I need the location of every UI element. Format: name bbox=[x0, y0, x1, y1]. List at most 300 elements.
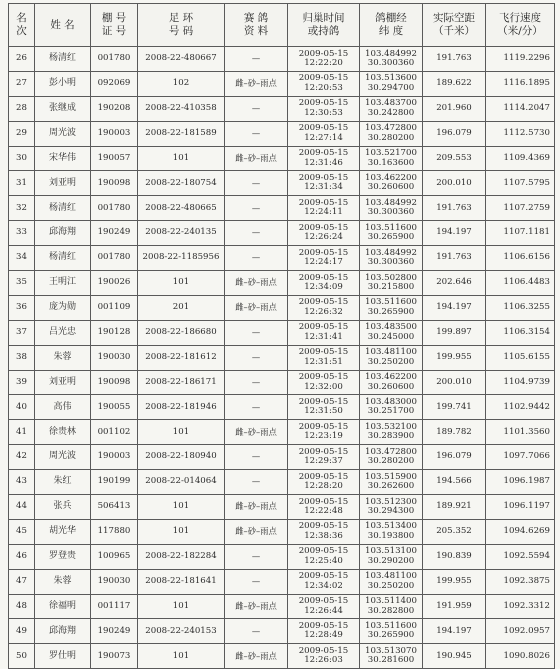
coord-cell bbox=[360, 96, 423, 121]
cage-cell: 001780 bbox=[91, 47, 138, 72]
speed-cell: 1106.6156 bbox=[486, 246, 555, 271]
cage-cell: 001109 bbox=[91, 295, 138, 320]
time-cell bbox=[288, 47, 360, 72]
time-cell bbox=[288, 370, 360, 395]
time-date: 2009-05-15 bbox=[298, 148, 349, 159]
header-speed: 飞行速度 （米/分） bbox=[486, 4, 555, 47]
time-date: 2009-05-15 bbox=[298, 172, 349, 183]
time-cell bbox=[288, 644, 360, 669]
coord-cell bbox=[360, 644, 423, 669]
race-cell: — bbox=[225, 96, 288, 121]
race-cell: — bbox=[225, 445, 288, 470]
name-cell: 周光波 bbox=[35, 121, 91, 146]
ring-cell: 101 bbox=[138, 594, 225, 619]
coord-lon: 103.462200 bbox=[365, 372, 417, 383]
time-date: 2009-05-15 bbox=[298, 446, 349, 457]
coord-lon: 103.483700 bbox=[365, 98, 417, 109]
coord-lat: 30.265900 bbox=[367, 306, 415, 317]
coord-lat: 30.163600 bbox=[367, 157, 415, 168]
time-time: 12:26:44 bbox=[304, 605, 343, 616]
name-cell: 庞为勋 bbox=[35, 295, 91, 320]
time-cell bbox=[288, 196, 360, 221]
time-date: 2009-05-15 bbox=[298, 645, 349, 656]
ring-cell: 201 bbox=[138, 295, 225, 320]
coord-lon: 103.472800 bbox=[365, 446, 417, 457]
cage-cell: 190098 bbox=[91, 370, 138, 395]
ring-cell: 2008-22-180754 bbox=[138, 171, 225, 196]
rank-cell: 46 bbox=[9, 544, 35, 569]
coord-lat: 30.193800 bbox=[367, 530, 415, 541]
table-row bbox=[9, 271, 555, 296]
coord-cell bbox=[360, 370, 423, 395]
time-time: 12:24:17 bbox=[304, 257, 343, 268]
table-row bbox=[9, 445, 555, 470]
coord-lon: 103.462200 bbox=[365, 172, 417, 183]
rank-cell: 33 bbox=[9, 221, 35, 246]
rank-cell: 27 bbox=[9, 71, 35, 96]
name-cell: 杨清红 bbox=[35, 47, 91, 72]
table-row bbox=[9, 594, 555, 619]
time-time: 12:28:49 bbox=[304, 630, 343, 641]
race-cell: 雌–砂–雨点 bbox=[225, 295, 288, 320]
header-race: 赛 鸽 资 料 bbox=[225, 4, 288, 47]
name-cell: 朱蓉 bbox=[35, 569, 91, 594]
distance-cell: 202.646 bbox=[423, 271, 486, 296]
time-date: 2009-05-15 bbox=[298, 421, 349, 432]
speed-cell: 1092.3875 bbox=[486, 569, 555, 594]
table-row bbox=[9, 146, 555, 171]
coord-cell bbox=[360, 594, 423, 619]
rank-cell: 30 bbox=[9, 146, 35, 171]
rank-cell: 38 bbox=[9, 345, 35, 370]
distance-cell: 196.079 bbox=[423, 445, 486, 470]
coord-lon: 103.511600 bbox=[365, 222, 417, 233]
ring-cell: 101 bbox=[138, 420, 225, 445]
ring-cell: 2008-22-240153 bbox=[138, 619, 225, 644]
name-cell: 彭小明 bbox=[35, 71, 91, 96]
name-cell: 张兵 bbox=[35, 495, 91, 520]
ring-cell: 101 bbox=[138, 519, 225, 544]
name-cell: 王明江 bbox=[35, 271, 91, 296]
coord-lat: 30.283900 bbox=[367, 431, 415, 442]
race-cell: 雌–砂–雨点 bbox=[225, 519, 288, 544]
race-cell: 雌–砂–雨点 bbox=[225, 420, 288, 445]
time-cell bbox=[288, 221, 360, 246]
table-row bbox=[9, 221, 555, 246]
coord-lon: 103.521700 bbox=[365, 148, 417, 159]
coord-lat: 30.300360 bbox=[367, 257, 415, 268]
cage-cell: 190030 bbox=[91, 345, 138, 370]
coord-lon: 103.481100 bbox=[365, 571, 417, 582]
header-coord: 鸽棚经 纬 度 bbox=[360, 4, 423, 47]
coord-cell bbox=[360, 619, 423, 644]
cage-cell: 190026 bbox=[91, 271, 138, 296]
race-cell: 雌–砂–雨点 bbox=[225, 495, 288, 520]
speed-cell: 1101.3560 bbox=[486, 420, 555, 445]
coord-cell bbox=[360, 420, 423, 445]
speed-cell: 1090.8026 bbox=[486, 644, 555, 669]
speed-cell: 1114.2047 bbox=[486, 96, 555, 121]
coord-lon: 103.511600 bbox=[365, 621, 417, 632]
race-cell: — bbox=[225, 544, 288, 569]
table-row bbox=[9, 395, 555, 420]
time-cell bbox=[288, 295, 360, 320]
race-cell: — bbox=[225, 569, 288, 594]
distance-cell: 191.763 bbox=[423, 196, 486, 221]
time-date: 2009-05-15 bbox=[298, 272, 349, 283]
rank-cell: 32 bbox=[9, 196, 35, 221]
ring-cell: 2008-22-182284 bbox=[138, 544, 225, 569]
cage-cell: 001780 bbox=[91, 196, 138, 221]
distance-cell: 199.897 bbox=[423, 320, 486, 345]
coord-cell bbox=[360, 71, 423, 96]
coord-cell bbox=[360, 271, 423, 296]
name-cell: 刘亚明 bbox=[35, 171, 91, 196]
time-time: 12:31:34 bbox=[304, 182, 343, 193]
race-cell: — bbox=[225, 395, 288, 420]
coord-cell bbox=[360, 121, 423, 146]
time-cell bbox=[288, 445, 360, 470]
name-cell: 徐贵林 bbox=[35, 420, 91, 445]
coord-lat: 30.215800 bbox=[367, 281, 415, 292]
time-time: 12:31:51 bbox=[304, 356, 343, 367]
time-cell bbox=[288, 96, 360, 121]
race-cell: 雌–砂–雨点 bbox=[225, 146, 288, 171]
time-time: 12:29:37 bbox=[304, 456, 343, 467]
time-cell bbox=[288, 121, 360, 146]
table-row bbox=[9, 47, 555, 72]
time-date: 2009-05-15 bbox=[298, 73, 349, 84]
name-cell: 朱蓉 bbox=[35, 345, 91, 370]
time-date: 2009-05-15 bbox=[298, 546, 349, 557]
coord-lon: 103.481100 bbox=[365, 347, 417, 358]
rank-cell: 41 bbox=[9, 420, 35, 445]
ring-cell: 2008-22-240135 bbox=[138, 221, 225, 246]
speed-cell: 1092.5594 bbox=[486, 544, 555, 569]
time-time: 12:20:53 bbox=[304, 82, 343, 93]
time-cell bbox=[288, 271, 360, 296]
cage-cell: 092069 bbox=[91, 71, 138, 96]
time-date: 2009-05-15 bbox=[298, 322, 349, 333]
cage-cell: 190128 bbox=[91, 320, 138, 345]
name-cell: 朱红 bbox=[35, 470, 91, 495]
rank-cell: 36 bbox=[9, 295, 35, 320]
table-row bbox=[9, 569, 555, 594]
header-time: 归巢时间 或持鸽 bbox=[288, 4, 360, 47]
time-cell bbox=[288, 619, 360, 644]
cage-cell: 506413 bbox=[91, 495, 138, 520]
table-row bbox=[9, 320, 555, 345]
time-time: 12:31:41 bbox=[304, 331, 343, 342]
ring-cell: 2008-22-181641 bbox=[138, 569, 225, 594]
name-cell: 张继成 bbox=[35, 96, 91, 121]
coord-lat: 30.250200 bbox=[367, 356, 415, 367]
coord-lon: 103.515900 bbox=[365, 471, 417, 482]
coord-lat: 30.300360 bbox=[367, 207, 415, 218]
distance-cell: 201.960 bbox=[423, 96, 486, 121]
table-row bbox=[9, 495, 555, 520]
ring-cell: 2008-22-181589 bbox=[138, 121, 225, 146]
table-row bbox=[9, 470, 555, 495]
race-cell: — bbox=[225, 221, 288, 246]
speed-cell: 1102.9442 bbox=[486, 395, 555, 420]
speed-cell: 1106.3255 bbox=[486, 295, 555, 320]
coord-lon: 103.484992 bbox=[365, 197, 417, 208]
coord-cell bbox=[360, 295, 423, 320]
speed-cell: 1104.9739 bbox=[486, 370, 555, 395]
distance-cell: 194.197 bbox=[423, 221, 486, 246]
table-row bbox=[9, 519, 555, 544]
ring-cell: 2008-22-480667 bbox=[138, 47, 225, 72]
coord-lat: 30.260600 bbox=[367, 381, 415, 392]
distance-cell: 190.945 bbox=[423, 644, 486, 669]
name-cell: 罗仕明 bbox=[35, 644, 91, 669]
time-time: 12:23:19 bbox=[304, 431, 343, 442]
header-name: 姓 名 bbox=[35, 4, 91, 47]
coord-lat: 30.265900 bbox=[367, 232, 415, 243]
table-header bbox=[9, 4, 555, 47]
coord-lat: 30.251700 bbox=[367, 406, 415, 417]
distance-cell: 200.010 bbox=[423, 171, 486, 196]
rank-cell: 31 bbox=[9, 171, 35, 196]
time-date: 2009-05-15 bbox=[298, 123, 349, 134]
table-row bbox=[9, 246, 555, 271]
coord-lat: 30.260600 bbox=[367, 182, 415, 193]
ring-cell: 2008-22-181946 bbox=[138, 395, 225, 420]
cage-cell: 190098 bbox=[91, 171, 138, 196]
table-row bbox=[9, 171, 555, 196]
name-cell: 刘亚明 bbox=[35, 370, 91, 395]
speed-cell: 1097.7066 bbox=[486, 445, 555, 470]
ring-cell: 2008-22-180940 bbox=[138, 445, 225, 470]
coord-cell bbox=[360, 171, 423, 196]
distance-cell: 200.010 bbox=[423, 370, 486, 395]
distance-cell: 199.741 bbox=[423, 395, 486, 420]
coord-lon: 103.513100 bbox=[365, 546, 417, 557]
ring-cell: 2008-22-410358 bbox=[138, 96, 225, 121]
cage-cell: 190199 bbox=[91, 470, 138, 495]
table-row bbox=[9, 619, 555, 644]
distance-cell: 199.955 bbox=[423, 569, 486, 594]
distance-cell: 189.622 bbox=[423, 71, 486, 96]
table-row bbox=[9, 420, 555, 445]
table-row bbox=[9, 345, 555, 370]
coord-lat: 30.294700 bbox=[367, 82, 415, 93]
rank-cell: 48 bbox=[9, 594, 35, 619]
coord-cell bbox=[360, 544, 423, 569]
ring-cell: 2008-22-1185956 bbox=[138, 246, 225, 271]
cage-cell: 001102 bbox=[91, 420, 138, 445]
ring-cell: 101 bbox=[138, 146, 225, 171]
time-date: 2009-05-15 bbox=[298, 222, 349, 233]
name-cell: 杨清红 bbox=[35, 196, 91, 221]
rank-cell: 45 bbox=[9, 519, 35, 544]
speed-cell: 1107.1181 bbox=[486, 221, 555, 246]
table-row bbox=[9, 644, 555, 669]
speed-cell: 1112.5730 bbox=[486, 121, 555, 146]
table-row bbox=[9, 196, 555, 221]
time-time: 12:31:46 bbox=[304, 157, 343, 168]
time-cell bbox=[288, 544, 360, 569]
coord-lon: 103.483500 bbox=[365, 322, 417, 333]
coord-lon: 103.511400 bbox=[365, 596, 417, 607]
coord-lat: 30.280200 bbox=[367, 456, 415, 467]
distance-cell: 189.782 bbox=[423, 420, 486, 445]
coord-lat: 30.294300 bbox=[367, 505, 415, 516]
cage-cell: 190003 bbox=[91, 445, 138, 470]
cage-cell: 190057 bbox=[91, 146, 138, 171]
time-date: 2009-05-15 bbox=[298, 372, 349, 383]
coord-lat: 30.300360 bbox=[367, 57, 415, 68]
distance-cell: 194.197 bbox=[423, 295, 486, 320]
time-time: 12:28:20 bbox=[304, 481, 343, 492]
cage-cell: 190055 bbox=[91, 395, 138, 420]
distance-cell: 190.839 bbox=[423, 544, 486, 569]
table-row bbox=[9, 370, 555, 395]
race-cell: — bbox=[225, 121, 288, 146]
time-cell bbox=[288, 71, 360, 96]
race-cell: — bbox=[225, 320, 288, 345]
time-date: 2009-05-15 bbox=[298, 347, 349, 358]
distance-cell: 205.352 bbox=[423, 519, 486, 544]
time-date: 2009-05-15 bbox=[298, 621, 349, 632]
speed-cell: 1092.0957 bbox=[486, 619, 555, 644]
distance-cell: 189.921 bbox=[423, 495, 486, 520]
table-row bbox=[9, 121, 555, 146]
time-time: 12:34:02 bbox=[304, 580, 343, 591]
time-cell bbox=[288, 395, 360, 420]
distance-cell: 191.763 bbox=[423, 246, 486, 271]
time-cell bbox=[288, 320, 360, 345]
speed-cell: 1106.4483 bbox=[486, 271, 555, 296]
speed-cell: 1105.6155 bbox=[486, 345, 555, 370]
cage-cell: 001117 bbox=[91, 594, 138, 619]
ring-cell: 101 bbox=[138, 644, 225, 669]
rank-cell: 28 bbox=[9, 96, 35, 121]
race-cell: 雌–砂–雨点 bbox=[225, 594, 288, 619]
speed-cell: 1096.1197 bbox=[486, 495, 555, 520]
ring-cell: 2008-22-014064 bbox=[138, 470, 225, 495]
time-date: 2009-05-15 bbox=[298, 397, 349, 407]
cage-cell: 001780 bbox=[91, 246, 138, 271]
rank-cell: 43 bbox=[9, 470, 35, 495]
speed-cell: 1094.6269 bbox=[486, 519, 555, 544]
time-cell bbox=[288, 470, 360, 495]
coord-lon: 103.513600 bbox=[365, 73, 417, 84]
ring-cell: 2008-22-186171 bbox=[138, 370, 225, 395]
time-cell bbox=[288, 519, 360, 544]
time-cell bbox=[288, 146, 360, 171]
coord-cell bbox=[360, 196, 423, 221]
time-date: 2009-05-15 bbox=[298, 496, 349, 507]
coord-lon: 103.532100 bbox=[365, 421, 417, 432]
coord-lat: 30.245000 bbox=[367, 331, 415, 342]
coord-lon: 103.513070 bbox=[365, 645, 417, 656]
speed-cell: 1106.3154 bbox=[486, 320, 555, 345]
time-date: 2009-05-15 bbox=[298, 48, 349, 59]
coord-cell bbox=[360, 320, 423, 345]
name-cell: 邱海翔 bbox=[35, 619, 91, 644]
rank-cell: 29 bbox=[9, 121, 35, 146]
time-cell bbox=[288, 594, 360, 619]
speed-cell: 1092.3312 bbox=[486, 594, 555, 619]
race-cell: — bbox=[225, 370, 288, 395]
cage-cell: 190249 bbox=[91, 221, 138, 246]
distance-cell: 196.079 bbox=[423, 121, 486, 146]
cage-cell: 190249 bbox=[91, 619, 138, 644]
name-cell: 杨清红 bbox=[35, 246, 91, 271]
rank-cell: 40 bbox=[9, 395, 35, 420]
name-cell: 徐福明 bbox=[35, 594, 91, 619]
race-cell: — bbox=[225, 470, 288, 495]
rank-cell: 50 bbox=[9, 644, 35, 669]
distance-cell: 199.955 bbox=[423, 345, 486, 370]
coord-cell bbox=[360, 519, 423, 544]
name-cell: 邱海翔 bbox=[35, 221, 91, 246]
time-time: 12:38:36 bbox=[304, 530, 343, 541]
time-time: 12:26:24 bbox=[304, 232, 343, 243]
time-date: 2009-05-15 bbox=[298, 197, 349, 208]
time-time: 12:26:03 bbox=[304, 655, 343, 666]
coord-lon: 103.472800 bbox=[365, 123, 417, 134]
speed-cell: 1109.4369 bbox=[486, 146, 555, 171]
race-cell: 雌–砂–雨点 bbox=[225, 271, 288, 296]
time-time: 12:31:50 bbox=[304, 406, 343, 417]
cage-cell: 190030 bbox=[91, 569, 138, 594]
time-time: 12:22:20 bbox=[304, 57, 343, 68]
ring-cell: 102 bbox=[138, 71, 225, 96]
time-date: 2009-05-15 bbox=[298, 297, 349, 308]
time-time: 12:24:11 bbox=[304, 207, 343, 218]
distance-cell: 194.566 bbox=[423, 470, 486, 495]
time-time: 12:22:48 bbox=[304, 505, 343, 516]
coord-lat: 30.262600 bbox=[367, 481, 415, 492]
ring-cell: 2008-22-186680 bbox=[138, 320, 225, 345]
coord-lat: 30.242800 bbox=[367, 107, 415, 118]
time-cell bbox=[288, 495, 360, 520]
cage-cell: 100965 bbox=[91, 544, 138, 569]
race-cell: 雌–砂–雨点 bbox=[225, 644, 288, 669]
time-time: 12:30:53 bbox=[304, 107, 343, 118]
race-cell: 雌–砂–雨点 bbox=[225, 71, 288, 96]
speed-cell: 1107.5795 bbox=[486, 171, 555, 196]
coord-lat: 30.282800 bbox=[367, 605, 415, 616]
race-cell: — bbox=[225, 196, 288, 221]
rank-cell: 44 bbox=[9, 495, 35, 520]
ring-cell: 101 bbox=[138, 495, 225, 520]
time-cell bbox=[288, 569, 360, 594]
name-cell: 高伟 bbox=[35, 395, 91, 420]
time-date: 2009-05-15 bbox=[298, 571, 349, 582]
time-time: 12:26:32 bbox=[304, 306, 343, 317]
coord-cell bbox=[360, 395, 423, 420]
name-cell: 胡光华 bbox=[35, 519, 91, 544]
table-row bbox=[9, 71, 555, 96]
coord-cell bbox=[360, 246, 423, 271]
coord-lon: 103.484992 bbox=[365, 247, 417, 258]
rank-cell: 49 bbox=[9, 619, 35, 644]
table-row bbox=[9, 96, 555, 121]
rank-cell: 26 bbox=[9, 47, 35, 72]
coord-lon: 103.512300 bbox=[365, 496, 417, 507]
race-cell: — bbox=[225, 171, 288, 196]
table-body bbox=[9, 47, 555, 669]
rank-cell: 34 bbox=[9, 246, 35, 271]
ring-cell: 2008-22-181612 bbox=[138, 345, 225, 370]
speed-cell: 1107.2759 bbox=[486, 196, 555, 221]
rank-cell: 42 bbox=[9, 445, 35, 470]
time-date: 2009-05-15 bbox=[298, 521, 349, 532]
